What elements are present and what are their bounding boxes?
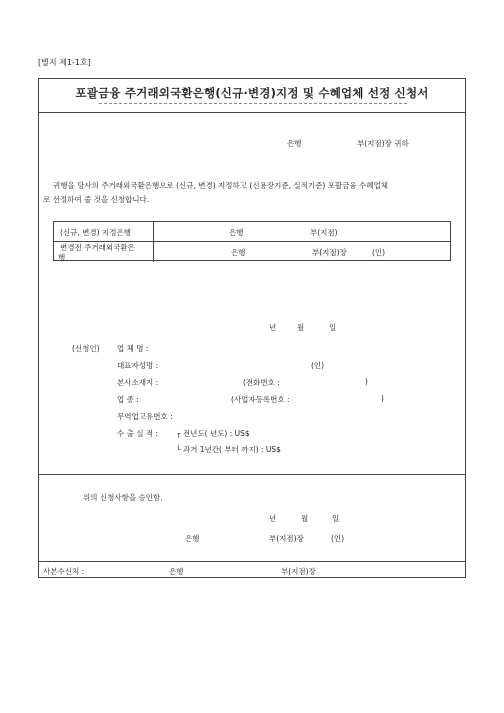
previous-bank-seal: (인)	[372, 248, 386, 257]
address-label: 본사소재지 :	[117, 378, 159, 387]
addressee-branch-head: 부(지점)장 귀하	[357, 139, 409, 148]
approval-seal: (인)	[331, 534, 345, 543]
previous-bank-row	[54, 241, 450, 262]
title-underline	[99, 103, 407, 104]
body-text-line1: 귀행을 당사의 주거래외국환은행으로 (신규, 변경) 지정하고 (신용장기준, 실적기준) 포괄금융 수혜업체	[53, 181, 388, 190]
trade-id-label: 무역업고유번호 :	[117, 412, 173, 421]
representative-seal: (인)	[311, 361, 325, 370]
previous-bank-label-line2: 행	[58, 253, 66, 262]
business-type-label: 업 종 :	[117, 395, 139, 404]
designated-bank-bank: 은행	[229, 228, 244, 237]
approval-branch-head: 부(지점)장	[269, 534, 304, 543]
form-number-label: [별지 제1-1호]	[38, 58, 91, 67]
copy-recipient-label: 사본수신처 :	[43, 567, 85, 576]
copy-recipient-branch-head: 부(지점)장	[281, 567, 316, 576]
previous-bank-bank: 은행	[231, 248, 246, 257]
copy-recipient-bank: 은행	[169, 567, 184, 576]
approval-date-year: 년	[269, 514, 277, 523]
applicant-header: (신청인)	[72, 344, 100, 353]
export-past-year: └ 과거 1년간( 부터 까지) : US$	[176, 445, 281, 454]
export-record-label: 수 출 실 적 :	[117, 429, 159, 438]
addressee-bank: 은행	[287, 139, 302, 148]
export-prev-year: ┌ 전년도( 년도) : US$	[176, 429, 250, 438]
previous-bank-branch-head: 부(지점)장	[312, 248, 347, 257]
phone-label: (전화번호 :	[243, 378, 280, 387]
approval-date-day: 일	[332, 514, 340, 523]
approval-bank: 은행	[185, 534, 200, 543]
designated-bank-label: (신규, 변경) 지정은행	[60, 228, 131, 237]
designated-bank-branch: 부(지점)	[310, 228, 338, 237]
company-name-label: 업 체 명 :	[117, 344, 149, 353]
bank-info-table	[53, 221, 451, 261]
application-date-year: 년	[269, 323, 277, 332]
phone-close: )	[365, 377, 368, 386]
approval-text: 위의 신청사항을 승인함.	[83, 493, 163, 502]
body-text-line2: 로 선정하여 줄 것을 신청합니다.	[43, 195, 150, 204]
application-date-day: 일	[329, 323, 337, 332]
business-reg-label: (사업자등록번호 :	[231, 395, 290, 404]
representative-label: 대표자성명 :	[117, 361, 159, 370]
previous-bank-label-line1: 변경전 주거래외국환은	[60, 243, 135, 252]
approval-date-month: 월	[301, 514, 309, 523]
copy-divider	[39, 561, 465, 562]
form-title: 포괄금융 주거래외국환은행(신규·변경)지정 및 수혜업체 선정 신청서	[75, 86, 429, 100]
business-reg-close: )	[381, 394, 384, 403]
title-divider	[39, 112, 465, 113]
application-form	[38, 78, 466, 578]
application-date-month: 월	[297, 323, 305, 332]
designated-bank-row	[54, 222, 450, 241]
approval-divider	[39, 474, 465, 475]
